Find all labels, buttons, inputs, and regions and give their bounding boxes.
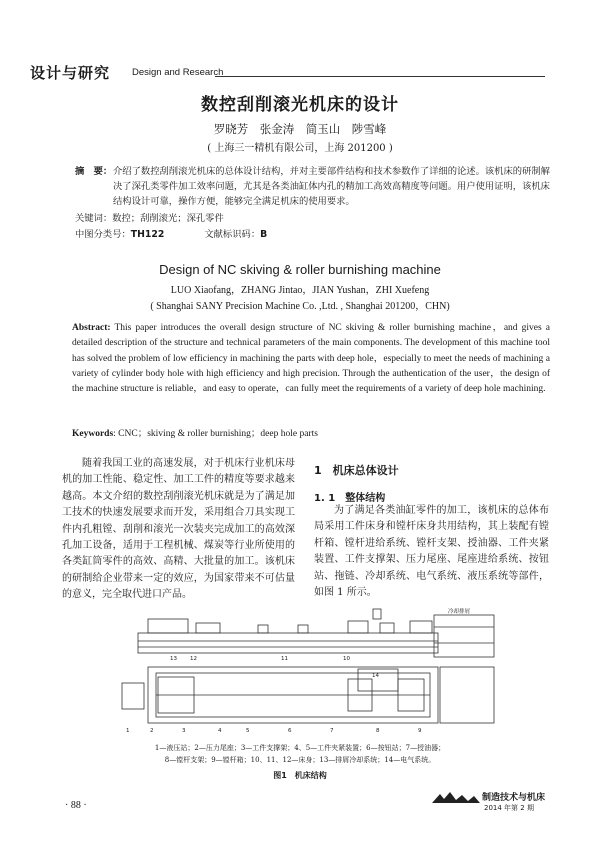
authors-en: LUO Xiaofang，ZHANG Jintao，JIAN Yushan，ZHI Xuefeng [170,285,430,296]
bed-top [138,633,438,653]
classification-label: 中图分类号： [75,229,131,240]
hydraulic-station [122,683,144,709]
header-rule [215,76,545,77]
title-cn: 数控刮削滚光机床的设计 [201,95,399,115]
abstract-en [72,321,550,397]
callout-12: 12 [190,656,197,662]
abstract-en-text: This paper introduces the overall design structure of NC skiving & roller burnishing machine，and gives a detailed description of the structure and technical parameters of the main components. The development of this machine tool has solved the problem of low efficiency in machining the parts with deep hole，especially to meet the needs of machining a variety of cylinder body hole with high efficiency and high precision. Through the authentication of the user，the design of the machine structure is reliable，and easy to operate，can fully meet the requirements of a variety of deep hole machining. [72,323,550,395]
figure-legend-line-1: 1—液压站；2—压力尾座；3—工件支撑架；4、5—工件夹紧装置；6—按钮站；7—授油器； [154,744,446,752]
bar-support-2 [298,625,308,633]
coolant-label: 冷却排屑 [448,609,471,615]
keywords-en [72,425,318,439]
doc-code-label: 文献标识码： [204,229,261,240]
keywords-en-label: Keywords [72,429,114,439]
callout-4: 4 [218,728,222,734]
callout-9: 9 [418,728,422,734]
tailstock [410,621,432,633]
feed-carriage [196,623,220,633]
journal-name: 制造技术与机床 [482,793,546,803]
section-heading-1-1: 1. 1 整体结构 [314,493,386,504]
figure-legend-line-2: 8—镗杆支架；9—镗杆箱；10、11、12—床身；13—排屑冷却系统；14—电气系统。 [164,756,436,764]
abstract-cn-text: 介绍了数控刮削滚光机床的总体设计结构，并对主要部件结构和技术参数作了详细的论述。该机床的研制解决了深孔类零件加工效率问题，尤其是各类油缸体内孔的精加工高效高精度等问题。用户使用证明，该机床结构设计可靠，操作方便，能够完全满足机床的使用要求。 [113,166,550,207]
callout-3: 3 [182,728,186,734]
button-station [373,609,381,619]
callout-13: 13 [170,656,177,662]
journal-issue: 2014 年第 2 期 [484,804,534,812]
keywords-cn: 关键词：数控；刮削滚光；深孔零件 [75,213,224,224]
title-en: Design of NC skiving & roller burnishing machine [159,262,441,277]
authors-cn: 罗晓芳 张金涛 简玉山 陟雪峰 [213,122,387,136]
callout-14: 14 [372,673,379,679]
page-number: · 88 · [65,800,87,811]
keywords-en-text: : CNC；skiving & roller burnishing；deep hole parts [113,429,318,439]
body-paragraph-structure: 为了满足各类油缸零件的加工，该机床的总体布局采用工件床身和镗杆床身共用结构，其上装配有镗杆箱、镗杆进给系统、镗杆支架、授油器、工件夹紧装置、工件支撑架、压力尾座、尾座进给系统、按钮站、拖链、冷却系统、电气系统、液压系统等部件，如图 1 所示。 [314,505,549,599]
boring-bar-box [148,619,188,633]
journal-logo-icon [432,790,480,804]
clamp-unit [380,623,394,633]
section-header-en: Design and Research [132,67,224,78]
callout-10: 10 [343,656,350,662]
plan-coolant [440,667,494,723]
abstract-en-label: Abstract: [72,323,111,333]
doc-code-value: B [260,229,268,240]
classification-value: TH122 [130,229,165,240]
abstract-cn [75,164,550,209]
callout-6: 6 [288,728,292,734]
section-header-cn: 设计与研究 [30,64,111,82]
body-paragraph-intro: 随着我国工业的高速发展，对于机床行业机床母机的加工性能、稳定性、加工工件的精度等要求越来越高。本文介绍的数控刮削滚光机床就是为了满足加工技术的快速发展要求而开发，采用组合刀具实现工件内孔粗镗、刮削和滚光一次装夹完成加工的高效深孔加工设备，适用于工程机械、煤炭等行业所使用的各类缸筒零件的高效、高精、大批量的加工。该机床的研制给企业带来一定的效应，为国家带来不可估量的意义，完全取代进口产品。 [62,458,295,601]
callout-1: 1 [126,728,130,734]
machine-structure-drawing [118,605,502,735]
coolant-unit [434,615,494,657]
affiliation-en: ( Shanghai SANY Precision Machine Co. ,Ltd. , Shanghai 201200，CHN) [150,301,450,312]
bar-support-1 [258,625,268,633]
oil-feeder [348,621,368,633]
callout-7: 7 [330,728,334,734]
callout-11: 11 [281,656,288,662]
callout-8: 8 [376,728,380,734]
abstract-cn-label: 摘 要： [75,166,113,177]
affiliation-cn: ( 上海三一精机有限公司，上海 201200 ) [207,143,393,154]
callout-5: 5 [246,728,250,734]
callout-2: 2 [150,728,154,734]
figure-caption: 图1 机床结构 [273,771,327,780]
classification-cn [75,226,267,240]
section-heading-1: 1 机床总体设计 [314,464,399,477]
